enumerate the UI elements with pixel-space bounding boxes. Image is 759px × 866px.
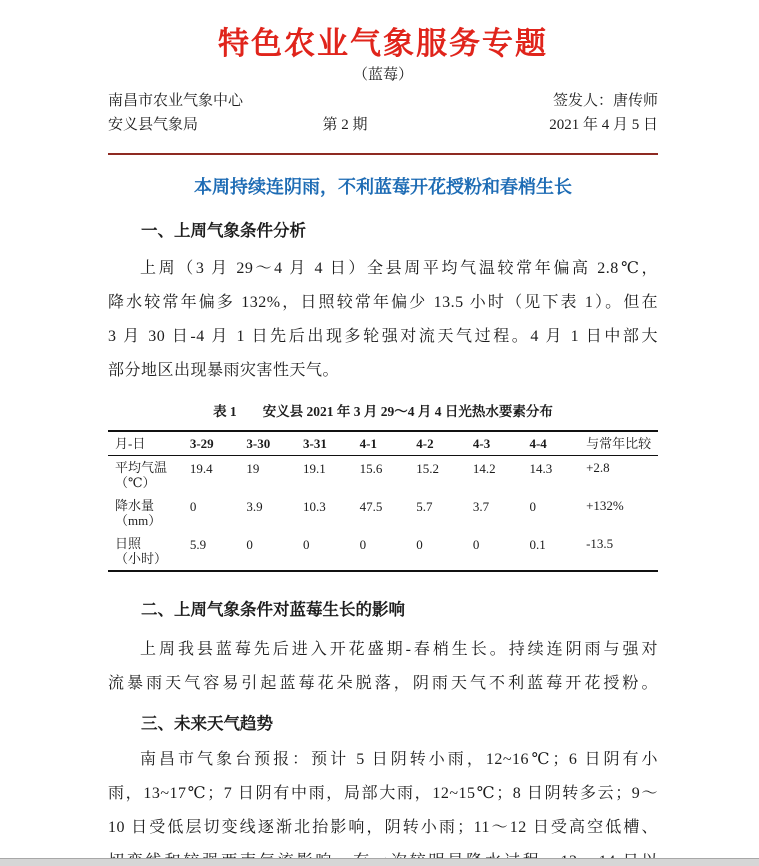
table-cell: 0 <box>472 536 480 552</box>
table-cell-compare: +132% <box>586 497 624 513</box>
table-cell: 0 <box>303 536 310 552</box>
table-cell: 3.9 <box>246 498 263 514</box>
row-unit: （℃） <box>115 474 156 490</box>
row-name: 降水量 <box>115 497 155 513</box>
table-caption-title: 安义县 2021 年 3 月 29～4 月 4 日光热水要素分布 <box>262 403 553 419</box>
table-cell-compare: -13.5 <box>586 535 614 551</box>
table-cell: 19.4 <box>189 460 213 476</box>
header-cell-compare: 与常年比较 <box>579 431 658 456</box>
issue-date: 2021 年 4 月 5 日 <box>549 116 658 133</box>
table-cell: 14.3 <box>529 460 553 476</box>
row-label-precipitation <box>108 494 183 532</box>
paragraph-line: 部分地区出现暴雨灾害性天气。 <box>108 361 340 379</box>
table-row-sunshine <box>108 532 658 571</box>
table-cell: 0 <box>529 498 536 514</box>
paragraph-line: 雨，13~17℃；7 日阴有中雨，局部大雨，12~15℃；8 日阴转多云；9～ <box>108 784 658 802</box>
issue-number: 第 2 期 <box>322 116 368 133</box>
table-cell: 0.1 <box>529 536 546 552</box>
bulletin-subtitle: （蓝莓） <box>352 66 413 83</box>
masthead-row-1 <box>108 92 658 111</box>
row-name: 平均气温 <box>115 459 168 475</box>
table-caption-label: 表 1 <box>213 403 237 419</box>
table-cell: 10.3 <box>303 498 326 514</box>
masthead-row-2 <box>108 116 658 135</box>
section-3-paragraph <box>108 743 658 866</box>
weather-elements-table <box>108 430 658 572</box>
table-cell: 0 <box>359 536 367 552</box>
row-label-temperature <box>108 455 183 494</box>
header-cell-date: 3-30 <box>239 431 296 456</box>
header-cell-date: 3-29 <box>183 431 240 456</box>
table-cell: 0 <box>246 536 253 552</box>
table-cell: 47.5 <box>359 498 383 514</box>
paragraph-line: 南昌市气象台预报：预计 5 日阴转小雨，12~16℃；6 日阴有小 <box>140 750 658 768</box>
section-2-heading: 二、上周气象条件对蓝莓生长的影响 <box>141 599 405 619</box>
table-cell: 0 <box>416 536 423 552</box>
masthead <box>108 28 658 155</box>
bulletin-headline: 本周持续连阴雨，不利蓝莓开花授粉和春梢生长 <box>194 176 572 197</box>
header-cell-date: 3-31 <box>296 431 353 456</box>
paragraph-line: 降水较常年偏多 132%，日照较常年偏少 13.5 小时（见下表 1）。但在 <box>108 293 658 311</box>
bulletin-title: 特色农业气象服务专题 <box>218 26 548 61</box>
table-cell: 5.9 <box>189 536 207 552</box>
table-cell-compare: +2.8 <box>586 459 610 475</box>
table-cell: 14.2 <box>472 460 496 476</box>
paragraph-line: 上周我县蓝莓先后进入开花盛期-春梢生长。持续连阴雨与强对 <box>140 640 658 658</box>
header-cell-date: 4-4 <box>522 431 579 456</box>
table-cell: 5.7 <box>416 498 433 514</box>
org-name-2: 安义县气象局 <box>108 116 199 133</box>
header-cell-date: 4-3 <box>466 431 523 456</box>
row-name: 日照 <box>115 535 142 551</box>
table-cell: 15.2 <box>416 460 439 476</box>
header-cell-date: 4-2 <box>409 431 466 456</box>
table-row-temperature <box>108 455 658 494</box>
row-unit: （小时） <box>115 550 168 566</box>
header-cell-date: 4-1 <box>353 431 410 456</box>
section-2-paragraph <box>108 633 658 701</box>
section-1-heading: 一、上周气象条件分析 <box>141 220 306 240</box>
table-cell: 15.6 <box>359 460 383 476</box>
red-divider-rule <box>108 153 658 155</box>
header-cell-month-day: 月-日 <box>108 431 183 456</box>
paragraph-line: 上周（3 月 29～4 月 4 日）全县周平均气温较常年偏高 2.8℃， <box>140 259 658 277</box>
table-header-row <box>108 431 658 456</box>
org-name-1: 南昌市农业气象中心 <box>108 92 244 109</box>
section-1-paragraph <box>108 252 658 388</box>
paragraph-line: 10 日受低层切变线逐渐北抬影响，阴转小雨；11～12 日受高空低槽、 <box>108 818 658 836</box>
table-row-precipitation <box>108 494 658 532</box>
table-cell: 19 <box>246 460 260 476</box>
table-caption <box>108 403 658 421</box>
signer: 签发人：唐传师 <box>552 92 658 109</box>
table-cell: 3.7 <box>472 498 490 514</box>
row-label-sunshine <box>108 532 183 571</box>
section-3-heading: 三、未来天气趋势 <box>141 713 273 733</box>
table-cell: 19.1 <box>303 460 326 476</box>
table-cell: 0 <box>189 498 197 514</box>
row-unit: （mm） <box>115 512 162 528</box>
paragraph-line: 流暴雨天气容易引起蓝莓花朵脱落，阴雨天气不利蓝莓开花授粉。 <box>108 674 658 692</box>
paragraph-line: 3 月 30 日-4 月 1 日先后出现多轮强对流天气过程。4 月 1 日中部大 <box>108 327 658 345</box>
page-bottom-edge <box>0 858 759 866</box>
